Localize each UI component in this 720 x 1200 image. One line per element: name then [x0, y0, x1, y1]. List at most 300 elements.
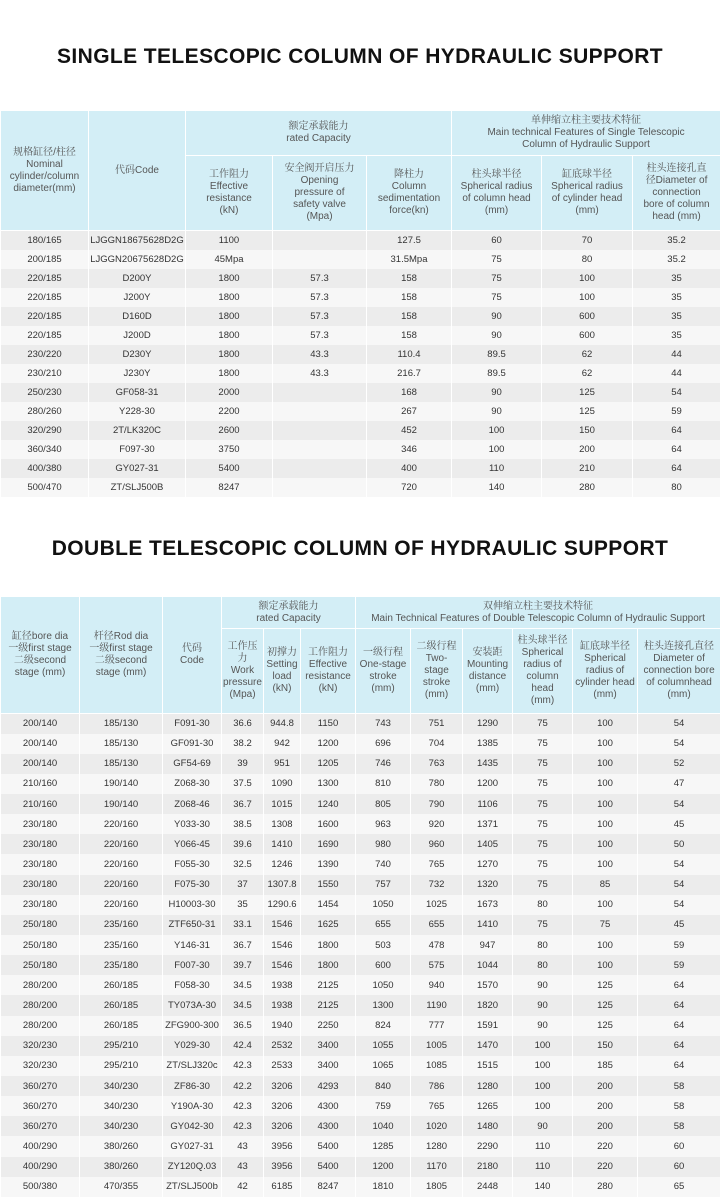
table-cell: 32.5 — [222, 854, 264, 874]
table-cell: 100 — [542, 288, 633, 307]
table-cell: 1390 — [301, 854, 356, 874]
table-cell — [273, 421, 367, 440]
table-cell: 732 — [411, 875, 463, 895]
table-cell: 2532 — [264, 1036, 301, 1056]
table-cell: 1320 — [463, 875, 513, 895]
table-cell: GY027-31 — [89, 459, 186, 478]
table-cell: 940 — [411, 975, 463, 995]
table-cell: 360/340 — [1, 440, 89, 459]
table-cell: 52 — [638, 754, 720, 774]
table-cell: 200 — [573, 1116, 638, 1136]
table-cell: 1300 — [301, 774, 356, 794]
table-row — [1, 714, 720, 734]
table-cell: 57.3 — [273, 307, 367, 326]
table-cell: 59 — [633, 402, 720, 421]
table-cell: 1550 — [301, 875, 356, 895]
table-cell: 90 — [513, 1116, 573, 1136]
table-cell: 1290 — [463, 714, 513, 734]
table-cell: ZTF650-31 — [163, 915, 222, 935]
table-row — [1, 1016, 720, 1036]
table-cell: 64 — [633, 459, 720, 478]
table-cell: 704 — [411, 734, 463, 754]
table-cell: 80 — [633, 478, 720, 497]
table-cell — [273, 440, 367, 459]
table-cell — [273, 478, 367, 497]
table-cell: 220 — [573, 1136, 638, 1156]
table-cell: 1020 — [411, 1116, 463, 1136]
table-cell: 280/200 — [1, 975, 80, 995]
table-cell: 947 — [463, 935, 513, 955]
table-cell: GF091-30 — [163, 734, 222, 754]
table-cell: 960 — [411, 834, 463, 854]
header-nominal-diameter: 规格缸径/柱径 Nominal cylinder/column diameter(mm) — [1, 111, 89, 231]
table-cell: 1205 — [301, 754, 356, 774]
table-cell: 35 — [222, 895, 264, 915]
table-cell: 260/185 — [80, 1016, 163, 1036]
table-cell: 720 — [367, 478, 452, 497]
table-cell: 200/140 — [1, 754, 80, 774]
table-row — [1, 1177, 720, 1197]
table-cell: 1044 — [463, 955, 513, 975]
table-cell: 90 — [452, 402, 542, 421]
table-cell: 42.4 — [222, 1036, 264, 1056]
header-mounting-distance: 安装距 Mounting distance (mm) — [463, 629, 513, 714]
table-cell: 38.5 — [222, 814, 264, 834]
table-cell: 158 — [367, 288, 452, 307]
table-cell: 1800 — [186, 269, 273, 288]
table-cell: 765 — [411, 1096, 463, 1116]
table-cell: 42.3 — [222, 1096, 264, 1116]
table-cell: 62 — [542, 364, 633, 383]
table-cell: 210/160 — [1, 794, 80, 814]
table-cell: 75 — [513, 734, 573, 754]
table-cell: 1150 — [301, 714, 356, 734]
header-connection-bore: 柱头连接孔直 径Diameter of connection bore of column head (mm) — [633, 156, 720, 231]
table-cell: 786 — [411, 1076, 463, 1096]
table-cell: 64 — [638, 975, 720, 995]
header-technical-features: 单伸缩立柱主要技术特征 Main technical Features of Single Telescopic Column of Hydraulic Support — [452, 111, 720, 156]
table-cell: 1800 — [186, 288, 273, 307]
table-cell: J200D — [89, 326, 186, 345]
table-cell: 125 — [573, 1016, 638, 1036]
table-cell: 100 — [573, 955, 638, 975]
table-cell: Y146-31 — [163, 935, 222, 955]
table-cell: 45 — [638, 915, 720, 935]
table-cell: 1940 — [264, 1016, 301, 1036]
table-cell: 500/470 — [1, 478, 89, 497]
table-row — [1, 1136, 720, 1156]
table-cell: 59 — [638, 935, 720, 955]
table-row — [1, 915, 720, 935]
table-cell: 200/140 — [1, 734, 80, 754]
table-row — [1, 1036, 720, 1056]
table-cell: 2200 — [186, 402, 273, 421]
table-row — [1, 478, 720, 497]
table-cell: 790 — [411, 794, 463, 814]
table-cell: 230/180 — [1, 834, 80, 854]
table-cell: 340/230 — [80, 1096, 163, 1116]
table-cell: 127.5 — [367, 231, 452, 250]
table-cell: 575 — [411, 955, 463, 975]
table-cell: 1240 — [301, 794, 356, 814]
table-cell: 125 — [573, 975, 638, 995]
table-cell: 210/160 — [1, 774, 80, 794]
single-table-title: SINGLE TELESCOPIC COLUMN OF HYDRAULIC SUPPORT — [56, 45, 664, 68]
table-row — [1, 383, 720, 402]
table-row — [1, 854, 720, 874]
table-cell: 220/185 — [1, 307, 89, 326]
table-cell: 3956 — [264, 1136, 301, 1156]
table-cell: 230/180 — [1, 895, 80, 915]
table-cell: 45Mpa — [186, 250, 273, 269]
table-cell: 220/160 — [80, 895, 163, 915]
table-cell: 400 — [367, 459, 452, 478]
table-cell: 320/290 — [1, 421, 89, 440]
table-cell: D160D — [89, 307, 186, 326]
table-cell: 220/160 — [80, 854, 163, 874]
table-cell: 1106 — [463, 794, 513, 814]
table-cell: 220/185 — [1, 269, 89, 288]
table-cell: 1055 — [356, 1036, 411, 1056]
table-cell: 295/210 — [80, 1036, 163, 1056]
table-cell: 54 — [638, 854, 720, 874]
table-cell: 100 — [513, 1096, 573, 1116]
table-cell: F055-30 — [163, 854, 222, 874]
table-cell: 39.6 — [222, 834, 264, 854]
table-cell: 75 — [513, 834, 573, 854]
table-cell: 158 — [367, 326, 452, 345]
table-cell: 100 — [573, 734, 638, 754]
table-cell: 1200 — [463, 774, 513, 794]
table-cell: 75 — [513, 714, 573, 734]
table-cell: 1690 — [301, 834, 356, 854]
table-row — [1, 459, 720, 478]
table-cell: 963 — [356, 814, 411, 834]
table-cell: 1285 — [356, 1136, 411, 1156]
table-cell: 1200 — [301, 734, 356, 754]
table-cell: F091-30 — [163, 714, 222, 734]
table-cell: 1371 — [463, 814, 513, 834]
table-cell: 230/210 — [1, 364, 89, 383]
table-cell: 38.2 — [222, 734, 264, 754]
table-cell: 6185 — [264, 1177, 301, 1197]
table-cell: 3206 — [264, 1096, 301, 1116]
table-cell: 57.3 — [273, 288, 367, 307]
table-cell: 1265 — [463, 1096, 513, 1116]
table-cell — [273, 459, 367, 478]
table-cell: 42 — [222, 1177, 264, 1197]
table-cell: 200 — [542, 440, 633, 459]
table-cell: 250/180 — [1, 955, 80, 975]
table-cell: 230/220 — [1, 345, 89, 364]
table-cell: 100 — [573, 935, 638, 955]
table-cell: 452 — [367, 421, 452, 440]
table-cell: 90 — [452, 383, 542, 402]
table-cell: 250/180 — [1, 935, 80, 955]
table-cell: 37 — [222, 875, 264, 895]
table-cell: 35 — [633, 269, 720, 288]
table-cell: 75 — [452, 269, 542, 288]
table-cell: 757 — [356, 875, 411, 895]
table-cell: 1591 — [463, 1016, 513, 1036]
table-cell: 75 — [513, 754, 573, 774]
table-cell: 5400 — [301, 1136, 356, 1156]
table-cell: 1435 — [463, 754, 513, 774]
header-work-pressure: 工作压力 Work pressure (Mpa) — [222, 629, 264, 714]
table-cell: 743 — [356, 714, 411, 734]
table-cell: 220/160 — [80, 875, 163, 895]
table-cell: 90 — [513, 1016, 573, 1036]
table-cell: 190/140 — [80, 794, 163, 814]
table-cell: 1405 — [463, 834, 513, 854]
table-cell: 230/180 — [1, 854, 80, 874]
table-cell: Y033-30 — [163, 814, 222, 834]
table-cell: 100 — [573, 814, 638, 834]
table-cell: 85 — [573, 875, 638, 895]
table-cell: 360/270 — [1, 1076, 80, 1096]
table-cell: 185 — [573, 1056, 638, 1076]
header-rated-capacity: 额定承载能力 rated Capacity — [186, 111, 452, 156]
table-cell: 380/260 — [80, 1136, 163, 1156]
table-row — [1, 834, 720, 854]
table-row — [1, 774, 720, 794]
table-cell: 1938 — [264, 995, 301, 1015]
table-cell: 100 — [573, 794, 638, 814]
table-cell: 250/230 — [1, 383, 89, 402]
table-cell: 75 — [452, 250, 542, 269]
table-cell: ZT/SLJ500B — [89, 478, 186, 497]
table-cell: 1308 — [264, 814, 301, 834]
table-cell: 90 — [513, 975, 573, 995]
table-cell: 696 — [356, 734, 411, 754]
table-cell: D200Y — [89, 269, 186, 288]
single-telescopic-table — [0, 110, 720, 497]
table-cell: 34.5 — [222, 975, 264, 995]
table-cell: 400/290 — [1, 1136, 80, 1156]
table-cell: 200/140 — [1, 714, 80, 734]
table-cell: 4300 — [301, 1096, 356, 1116]
table-cell: 80 — [513, 935, 573, 955]
table-cell: 751 — [411, 714, 463, 734]
table-cell: 100 — [452, 421, 542, 440]
table-cell: 44 — [633, 364, 720, 383]
table-cell: 655 — [356, 915, 411, 935]
header-rated-capacity: 额定承载能力 rated Capacity — [222, 597, 356, 629]
table-cell: 60 — [638, 1136, 720, 1156]
table-cell: 763 — [411, 754, 463, 774]
table-cell: 39 — [222, 754, 264, 774]
table-cell: 1480 — [463, 1116, 513, 1136]
table-cell: 100 — [513, 1036, 573, 1056]
table-cell: 1050 — [356, 975, 411, 995]
table-cell: 150 — [542, 421, 633, 440]
table-cell: 503 — [356, 935, 411, 955]
table-cell: 36.5 — [222, 1016, 264, 1036]
table-row — [1, 250, 720, 269]
table-cell: 340/230 — [80, 1076, 163, 1096]
table-cell: 54 — [638, 794, 720, 814]
table-cell: 158 — [367, 269, 452, 288]
table-cell: 8247 — [186, 478, 273, 497]
table-cell: 220/160 — [80, 834, 163, 854]
table-cell: 260/185 — [80, 975, 163, 995]
table-cell: 100 — [573, 834, 638, 854]
table-cell: 780 — [411, 774, 463, 794]
table-cell: 57.3 — [273, 326, 367, 345]
table-cell: 168 — [367, 383, 452, 402]
table-cell: 5400 — [301, 1157, 356, 1177]
table-cell: 100 — [573, 895, 638, 915]
table-cell: 280/200 — [1, 995, 80, 1015]
table-cell: 90 — [452, 307, 542, 326]
header-code: 代码 Code — [163, 597, 222, 714]
table-cell: 1410 — [264, 834, 301, 854]
table-cell: 2T/LK320C — [89, 421, 186, 440]
table-cell: 54 — [638, 895, 720, 915]
table-cell: 2125 — [301, 995, 356, 1015]
table-row — [1, 345, 720, 364]
table-cell: 8247 — [301, 1177, 356, 1197]
table-cell: 3400 — [301, 1036, 356, 1056]
table-cell: 3206 — [264, 1116, 301, 1136]
table-cell: Z068-30 — [163, 774, 222, 794]
table-cell: 33.1 — [222, 915, 264, 935]
table-cell: 260/185 — [80, 995, 163, 1015]
table-cell: 75 — [452, 288, 542, 307]
table-cell: 50 — [638, 834, 720, 854]
table-cell: 2448 — [463, 1177, 513, 1197]
table-cell: Y066-45 — [163, 834, 222, 854]
table-cell: 125 — [573, 995, 638, 1015]
table-row — [1, 269, 720, 288]
table-cell: 35.2 — [633, 231, 720, 250]
table-cell: F007-30 — [163, 955, 222, 975]
table-cell: 2250 — [301, 1016, 356, 1036]
table-cell: TY073A-30 — [163, 995, 222, 1015]
table-cell: 380/260 — [80, 1157, 163, 1177]
table-cell: 220/160 — [80, 814, 163, 834]
table-cell: 1625 — [301, 915, 356, 935]
table-cell: J230Y — [89, 364, 186, 383]
table-cell: 35.2 — [633, 250, 720, 269]
table-cell: 140 — [513, 1177, 573, 1197]
table-cell: 75 — [513, 774, 573, 794]
table-cell: 320/230 — [1, 1036, 80, 1056]
table-cell: 5400 — [186, 459, 273, 478]
table-cell: 39.7 — [222, 955, 264, 975]
table-cell — [273, 231, 367, 250]
table-cell: 400/380 — [1, 459, 89, 478]
table-row — [1, 231, 720, 250]
table-row — [1, 1157, 720, 1177]
table-cell: 346 — [367, 440, 452, 459]
header-two-stage-stroke: 二级行程 Two- stage stroke (mm) — [411, 629, 463, 714]
table-cell: 1280 — [463, 1076, 513, 1096]
header-setting-load: 初撑力 Setting load (kN) — [264, 629, 301, 714]
table-row — [1, 1076, 720, 1096]
double-table-title: DOUBLE TELESCOPIC COLUMN OF HYDRAULIC SUPPORT — [51, 537, 669, 560]
table-cell: ZFG900-300 — [163, 1016, 222, 1036]
table-cell: F058-30 — [163, 975, 222, 995]
table-cell: 64 — [633, 440, 720, 459]
table-cell: J200Y — [89, 288, 186, 307]
table-cell: 1800 — [301, 935, 356, 955]
table-cell: 190/140 — [80, 774, 163, 794]
table-cell: 280/200 — [1, 1016, 80, 1036]
table-cell: 810 — [356, 774, 411, 794]
header-code: 代码Code — [89, 111, 186, 231]
table-cell: 1050 — [356, 895, 411, 915]
table-row — [1, 814, 720, 834]
header-bore-dia: 缸径bore dia 一级first stage 二级second stage (mm) — [1, 597, 80, 714]
table-cell: 340/230 — [80, 1116, 163, 1136]
table-cell: 75 — [513, 875, 573, 895]
table-cell: 70 — [542, 231, 633, 250]
table-row — [1, 402, 720, 421]
table-row — [1, 364, 720, 383]
table-cell: 840 — [356, 1076, 411, 1096]
table-cell: 600 — [542, 326, 633, 345]
table-cell: 100 — [573, 854, 638, 874]
table-cell: 110 — [513, 1157, 573, 1177]
table-cell: Y228-30 — [89, 402, 186, 421]
table-cell: ZT/SLJ320c — [163, 1056, 222, 1076]
table-cell: 3956 — [264, 1157, 301, 1177]
table-cell: ZT/SLJ500b — [163, 1177, 222, 1197]
table-cell: 75 — [573, 915, 638, 935]
table-cell: 1170 — [411, 1157, 463, 1177]
table-cell: 824 — [356, 1016, 411, 1036]
table-cell: 185/130 — [80, 734, 163, 754]
table-cell: 200 — [573, 1096, 638, 1116]
table-cell: 220/185 — [1, 288, 89, 307]
table-cell: 2290 — [463, 1136, 513, 1156]
table-cell: 110 — [513, 1136, 573, 1156]
table-row — [1, 421, 720, 440]
table-cell: 1385 — [463, 734, 513, 754]
table-cell — [273, 250, 367, 269]
table-cell: 54 — [638, 714, 720, 734]
table-cell: 58 — [638, 1076, 720, 1096]
table-cell: 478 — [411, 935, 463, 955]
table-cell: 64 — [638, 995, 720, 1015]
table-row — [1, 734, 720, 754]
table-cell: 58 — [638, 1116, 720, 1136]
table-cell: 942 — [264, 734, 301, 754]
table-cell: 500/380 — [1, 1177, 80, 1197]
table-cell: LJGGN20675628D2G — [89, 250, 186, 269]
table-cell: 2180 — [463, 1157, 513, 1177]
table-cell: 1800 — [186, 364, 273, 383]
table-row — [1, 935, 720, 955]
table-cell: 267 — [367, 402, 452, 421]
table-cell: 360/270 — [1, 1096, 80, 1116]
table-cell: 944.8 — [264, 714, 301, 734]
table-cell: 65 — [638, 1177, 720, 1197]
table-cell: 125 — [542, 383, 633, 402]
table-cell: 1085 — [411, 1056, 463, 1076]
table-cell: 1190 — [411, 995, 463, 1015]
table-cell: 100 — [573, 714, 638, 734]
table-cell: LJGGN18675628D2G — [89, 231, 186, 250]
table-cell: 42.3 — [222, 1116, 264, 1136]
table-cell: 54 — [638, 734, 720, 754]
table-cell: 1065 — [356, 1056, 411, 1076]
table-cell: 1515 — [463, 1056, 513, 1076]
table-cell: 600 — [542, 307, 633, 326]
double-telescopic-table — [0, 596, 720, 1197]
header-effective-resistance: 工作阻力 Effective resistance (kN) — [301, 629, 356, 714]
